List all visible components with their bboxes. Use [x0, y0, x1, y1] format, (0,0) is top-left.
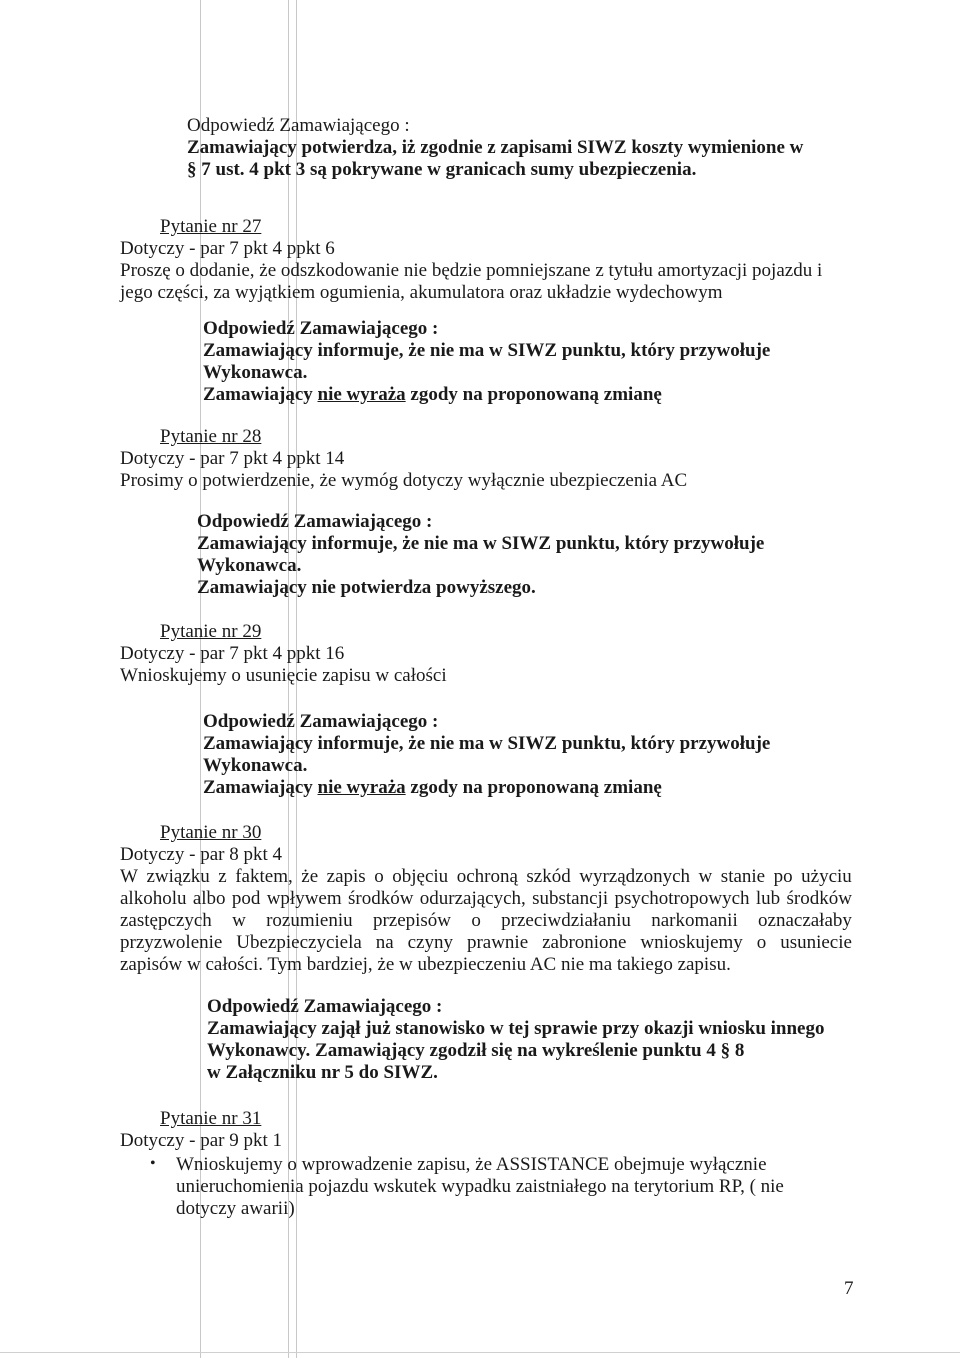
word: przyzwolenie	[120, 932, 223, 953]
word: narkomanii	[651, 910, 738, 931]
question-title: Pytanie nr 30	[160, 822, 262, 843]
question-text: Prosimy o potwierdzenie, że wymóg dotyczy wyłącznie ubezpieczenia AC	[120, 470, 688, 491]
answer-text-part: Zamawiający	[203, 384, 318, 405]
word: Ubezpieczyciela	[236, 932, 362, 953]
word: środków	[786, 888, 852, 909]
question-text: Wnioskujemy o usunięcie zapisu w całości	[120, 665, 447, 686]
word: odurzających,	[419, 888, 526, 909]
answer-text: Wykonawcy. Zamawiąjący zgodził się na wykreślenie punktu 4 § 8	[207, 1040, 745, 1061]
answer-text	[203, 384, 662, 406]
word: wnioskujemy	[640, 932, 743, 953]
word: faktem,	[235, 866, 293, 887]
answer-heading: Odpowiedź Zamawiającego :	[203, 318, 439, 339]
question-reference: Dotyczy - par 7 pkt 4 ppkt 6	[120, 238, 335, 259]
question-text	[120, 888, 852, 910]
answer-heading: Odpowiedź Zamawiającego :	[203, 711, 439, 732]
word: rozumieniu	[266, 910, 353, 931]
word: w	[232, 910, 246, 931]
question-text	[120, 866, 852, 888]
word: pod	[231, 888, 261, 909]
word: zastępczych	[120, 910, 212, 931]
question-text: jego części, za wyjątkiem ogumienia, akumulatora oraz układzie wydechowym	[120, 282, 723, 303]
answer-heading: Odpowiedź Zamawiającego :	[207, 996, 443, 1017]
word: lub	[755, 888, 781, 909]
question-text	[120, 932, 852, 954]
answer-text: Zamawiający zajął już stanowisko w tej sprawie przy okazji wniosku innego	[207, 1018, 825, 1039]
question-reference: Dotyczy - par 9 pkt 1	[120, 1130, 282, 1151]
question-reference: Dotyczy - par 7 pkt 4 ppkt 16	[120, 643, 345, 664]
word: że	[301, 866, 319, 887]
word: przeciwdziałaniu	[501, 910, 631, 931]
question-title: Pytanie nr 31	[160, 1108, 262, 1129]
answer-text-part: zgody na proponowaną zmianę	[405, 384, 662, 405]
word: zapis	[326, 866, 366, 887]
answer-text: Wykonawca.	[203, 362, 308, 383]
word: o	[756, 932, 767, 953]
bullet-icon: •	[150, 1155, 156, 1172]
word: oznaczałaby	[758, 910, 852, 931]
question-text: Proszę o dodanie, że odszkodowanie nie będzie pomniejszane z tytułu amortyzacji pojazdu i	[120, 260, 823, 281]
answer-text: Wykonawca.	[203, 755, 308, 776]
word: szkód	[526, 866, 571, 887]
word: ochroną	[456, 866, 518, 887]
question-text	[120, 910, 852, 932]
question-title: Pytanie nr 28	[160, 426, 262, 447]
word: czyny	[407, 932, 453, 953]
question-text: unieruchomienia pojazdu wskutek wypadku zaistniałego na terytorium RP, ( nie	[176, 1176, 784, 1197]
answer-text: Zamawiający potwierdza, iż zgodnie z zapisami SIWZ koszty wymienione w	[187, 137, 804, 158]
word: zabronione	[542, 932, 627, 953]
question-text: zapisów w całości. Tym bardziej, że w ubezpieczeniu AC nie ma takiego zapisu.	[120, 954, 731, 975]
question-title: Pytanie nr 27	[160, 216, 262, 237]
question-reference: Dotyczy - par 7 pkt 4 ppkt 14	[120, 448, 345, 469]
bottom-edge-line	[0, 1352, 960, 1353]
word: psychotropowych	[614, 888, 750, 909]
word: o	[471, 910, 481, 931]
answer-text-part: Zamawiający	[203, 777, 318, 798]
word: substancji	[532, 888, 609, 909]
underlined-phrase: nie wyraża	[317, 777, 406, 798]
word: stanie	[720, 866, 766, 887]
word: użyciu	[801, 866, 852, 887]
answer-text: Zamawiający informuje, że nie ma w SIWZ punktu, który przywołuje	[197, 533, 765, 554]
word: przepisów	[372, 910, 452, 931]
word: związku	[146, 866, 210, 887]
page-number: 7	[844, 1278, 854, 1299]
word: objęciu	[392, 866, 449, 887]
word: po	[773, 866, 793, 887]
question-text: Wnioskujemy o wprowadzenie zapisu, że ASSISTANCE obejmuje wyłącznie	[176, 1154, 767, 1175]
answer-text	[203, 777, 662, 799]
word: wpływem	[266, 888, 342, 909]
word: na	[375, 932, 394, 953]
word: środków	[347, 888, 414, 909]
underlined-phrase: nie wyraża	[317, 384, 406, 405]
word: albo	[192, 888, 226, 909]
answer-text: Wykonawca.	[197, 555, 302, 576]
answer-text-part: zgody na proponowaną zmianę	[405, 777, 662, 798]
word: z	[218, 866, 227, 887]
answer-text: Zamawiający informuje, że nie ma w SIWZ punktu, który przywołuje	[203, 733, 771, 754]
word: o	[374, 866, 384, 887]
question-title: Pytanie nr 29	[160, 621, 262, 642]
answer-text: § 7 ust. 4 pkt 3 są pokrywane w granicach sumy ubezpieczenia.	[187, 159, 697, 180]
question-text: dotyczy awarii)	[176, 1198, 295, 1219]
answer-text: Zamawiający informuje, że nie ma w SIWZ punktu, który przywołuje	[203, 340, 771, 361]
word: W	[120, 866, 138, 887]
answer-text: Zamawiający nie potwierdza powyższego.	[197, 577, 536, 598]
word: prawnie	[466, 932, 529, 953]
question-paragraph	[120, 866, 852, 976]
answer-text: w Załączniku nr 5 do SIWZ.	[207, 1062, 438, 1083]
answer-heading: Odpowiedź Zamawiającego :	[197, 511, 433, 532]
word: alkoholu	[120, 888, 187, 909]
word: wyrządzonych	[579, 866, 691, 887]
word: usuniecie	[780, 932, 852, 953]
question-reference: Dotyczy - par 8 pkt 4	[120, 844, 282, 865]
answer-heading: Odpowiedź Zamawiającego :	[187, 115, 410, 136]
word: w	[698, 866, 713, 887]
